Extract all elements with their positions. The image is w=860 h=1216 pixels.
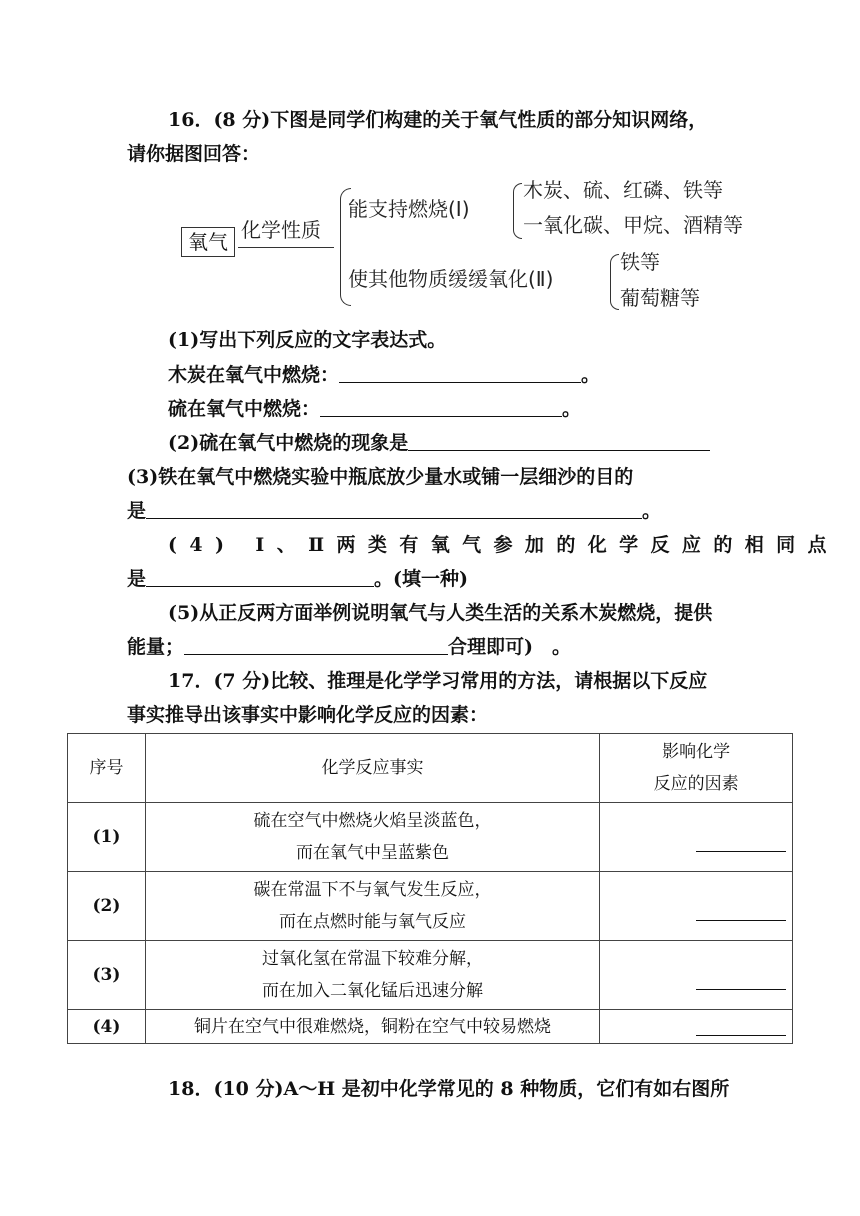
table-row bbox=[68, 1010, 793, 1044]
period: 。 bbox=[562, 398, 582, 420]
header-factor bbox=[600, 734, 793, 803]
answer-blank-purpose[interactable] bbox=[146, 498, 642, 519]
q16-part3-line2 bbox=[127, 498, 661, 524]
row-fact-line2: 而在加入二氧化锰后迅速分解 bbox=[262, 981, 484, 1001]
branch1-item1: 木炭、硫、红磷、铁等 bbox=[523, 178, 723, 202]
row-fact bbox=[145, 1010, 599, 1044]
row-fact-line1: 硫在空气中燃烧火焰呈淡蓝色， bbox=[253, 811, 492, 831]
q16-part5-tail: 合理即可) 。 bbox=[448, 636, 572, 658]
row-fact-line2: 而在氧气中呈蓝紫色 bbox=[296, 843, 450, 863]
header-no: 序号 bbox=[68, 734, 146, 803]
q16-part1a-text: 木炭在氧气中燃烧： bbox=[168, 364, 340, 386]
row-fact-line2: 而在点燃时能与氧气反应 bbox=[279, 912, 467, 932]
row-fact-line1: 过氧化氢在常温下较难分解， bbox=[262, 949, 484, 969]
q16-part5-line2-text: 能量； bbox=[127, 636, 185, 658]
row-no: (1) bbox=[68, 803, 146, 872]
row-fact-line1: 碳在常温下不与氧气发生反应， bbox=[253, 880, 492, 900]
oxygen-box: 氧气 bbox=[181, 227, 235, 257]
q16-part4-line2 bbox=[127, 566, 468, 592]
q16-part1a bbox=[168, 362, 600, 388]
header-factor-line1: 影响化学 bbox=[662, 742, 731, 762]
table-row bbox=[68, 803, 793, 872]
table-row bbox=[68, 872, 793, 941]
q16-stem-line2: 请你据图回答： bbox=[127, 143, 261, 165]
header-factor-line2: 反应的因素 bbox=[653, 774, 739, 794]
row-no: (2) bbox=[68, 872, 146, 941]
branch1-brace bbox=[513, 183, 522, 239]
row-fact-line1: 铜片在空气中很难燃烧，铜粉在空气中较易燃烧 bbox=[194, 1016, 552, 1037]
table-header-row bbox=[68, 734, 793, 803]
q17-stem-line2: 事实推导出该事实中影响化学反应的因素： bbox=[127, 704, 489, 726]
table-row bbox=[68, 941, 793, 1010]
branch2-brace bbox=[610, 254, 619, 310]
period: 。 bbox=[642, 500, 662, 522]
reaction-factors-table bbox=[67, 733, 793, 1044]
q16-stem-line1: 16．(8 分)下图是同学们构建的关于氧气性质的部分知识网络， bbox=[168, 109, 708, 131]
q16-part3-line2-text: 是 bbox=[127, 500, 147, 522]
branch2-item1: 铁等 bbox=[620, 250, 660, 274]
branch2-label: 使其他物质缓缓氧化(Ⅱ) bbox=[348, 267, 554, 291]
answer-blank-charcoal[interactable] bbox=[339, 362, 581, 383]
q16-part4-line2-text: 是 bbox=[127, 568, 147, 590]
row-factor-cell bbox=[600, 803, 793, 872]
row-factor-cell bbox=[600, 941, 793, 1010]
row-factor-cell bbox=[600, 1010, 793, 1044]
row-no: (3) bbox=[68, 941, 146, 1010]
q16-part1b-text: 硫在氧气中燃烧： bbox=[168, 398, 321, 420]
q16-part2-text: (2)硫在氧气中燃烧的现象是 bbox=[168, 432, 409, 454]
row-factor-cell bbox=[600, 872, 793, 941]
branch2-item2: 葡萄糖等 bbox=[620, 286, 700, 310]
q18-stem-line1: 18．(10 分)A～H 是初中化学常见的 8 种物质，它们有如右图所 bbox=[168, 1078, 730, 1100]
q16-part5-line2 bbox=[127, 634, 571, 660]
factor-answer-blank[interactable] bbox=[696, 851, 786, 852]
q16-part1b bbox=[168, 396, 581, 422]
factor-answer-blank[interactable] bbox=[696, 1035, 786, 1036]
period: 。 bbox=[581, 364, 601, 386]
q16-part5-line1: (5)从正反两方面举例说明氧气与人类生活的关系木炭燃烧，提供 bbox=[168, 602, 713, 624]
chem-prop-label: 化学性质 bbox=[241, 218, 321, 242]
answer-blank-relation[interactable] bbox=[184, 634, 448, 655]
q16-part1: (1)写出下列反应的文字表达式。 bbox=[168, 329, 447, 351]
row-fact bbox=[145, 941, 599, 1010]
q16-part2 bbox=[168, 430, 710, 456]
answer-blank-sulfur[interactable] bbox=[320, 396, 562, 417]
q16-part4-line1: (4) Ⅰ、Ⅱ两类有氧气参加的化学反应的相同点 bbox=[168, 534, 839, 556]
q17-stem-line1: 17．(7 分)比较、推理是化学学习常用的方法，请根据以下反应 bbox=[168, 670, 708, 692]
factor-answer-blank[interactable] bbox=[696, 989, 786, 990]
chem-prop-underline bbox=[238, 247, 334, 248]
q16-part3-line1: (3)铁在氧气中燃烧实验中瓶底放少量水或铺一层细沙的目的 bbox=[127, 466, 634, 488]
q16-part4-tail: 。(填一种) bbox=[374, 568, 468, 590]
row-fact bbox=[145, 803, 599, 872]
factor-answer-blank[interactable] bbox=[696, 920, 786, 921]
branch1-item2: 一氧化碳、甲烷、酒精等 bbox=[523, 213, 743, 237]
answer-blank-common-point[interactable] bbox=[146, 566, 374, 587]
row-fact bbox=[145, 872, 599, 941]
header-fact: 化学反应事实 bbox=[145, 734, 599, 803]
branch1-label: 能支持燃烧(Ⅰ) bbox=[348, 197, 470, 221]
row-no: (4) bbox=[68, 1010, 146, 1044]
answer-blank-phenomenon[interactable] bbox=[408, 430, 710, 451]
